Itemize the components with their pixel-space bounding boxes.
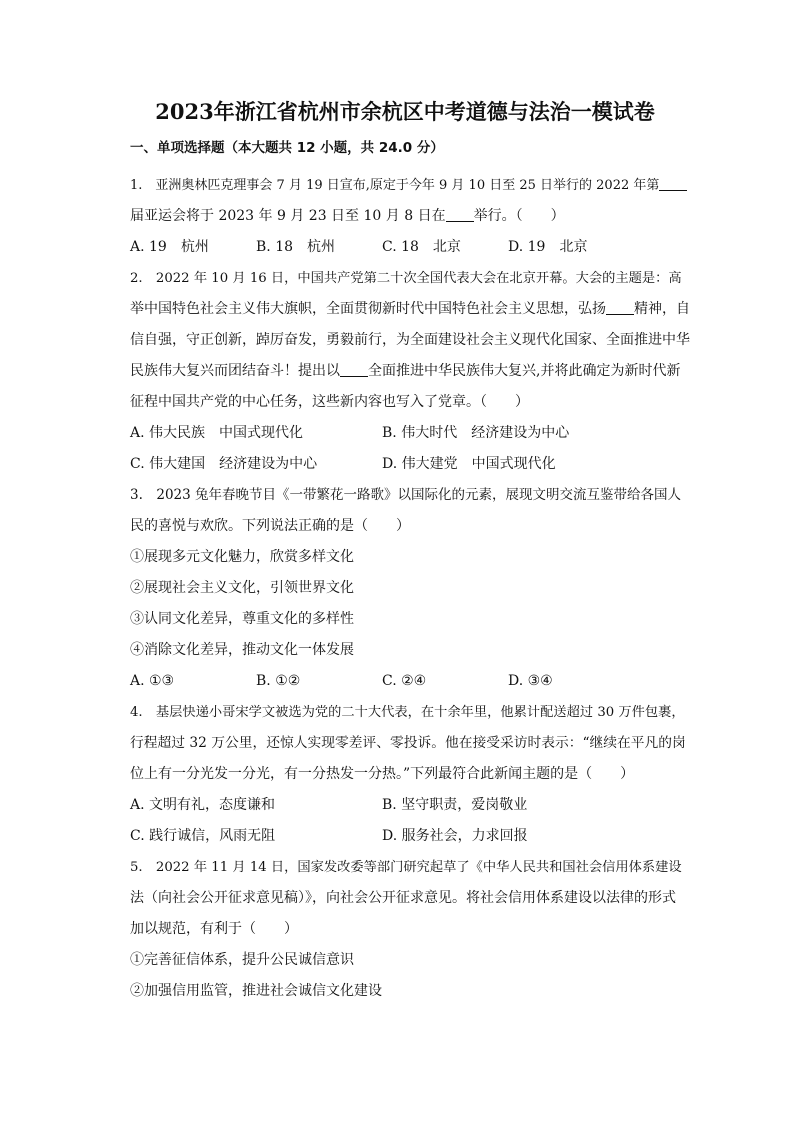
answer-blank [446, 207, 474, 222]
question-4 [130, 697, 690, 852]
option-c: C. 践行诚信，风雨无阻 [130, 828, 276, 844]
statement-item: ①展现多元文化魅力，欣赏多样文化 [130, 549, 354, 565]
question-text-line: 加以规范，有利于（ ） [130, 921, 298, 937]
option-a: A. 伟大民族 中国式现代化 [130, 425, 304, 441]
option-row [130, 418, 690, 449]
question-text-line: 4. 基层快递小哥宋学文被选为党的二十大代表，在十余年里，他累计配送超过 30 万件包裹， [130, 705, 685, 720]
option-c: C. 伟大建国 经济建设为中心 [130, 456, 318, 472]
option-d: D. 伟大建党 中国式现代化 [382, 456, 556, 472]
page-title: 2023年浙江省杭州市余杭区中考道德与法治一模试卷 [155, 99, 655, 124]
question-text-line: 行程超过 32 万公里，还惊人实现零差评、零投诉。他在接受采访时表示：“继续在平凡的岗 [130, 735, 686, 751]
question-text-line: 1. 亚洲奥林匹克理事会 7 月 19 日宣布,原定于今年 9 月 10 日至 25 日举行的 2022 年第 [130, 170, 690, 201]
question-text-line: 3. 2023 兔年春晚节目《一带繁花一路歌》以国际化的元素，展现文明交流互鉴带给各国人 [130, 487, 682, 503]
question-text-line: 2. 2022 年 10 月 16 日，中国共产党第二十次全国代表大会在北京开幕。大会的主题是：高 [130, 271, 682, 286]
option-a: A. ①③ [130, 673, 175, 689]
question-text-line: 法（向社会公开征求意见稿）》，向社会公开征求意见。将社会信用体系建设以法律的形式 [130, 890, 676, 906]
question-text-line: 征程中国共产党的中心任务，这些新内容也写入了党章。（ ） [130, 394, 529, 410]
option-row [130, 232, 690, 263]
question-3 [130, 480, 690, 697]
question-text-line: 届亚运会将于 2023 年 9 月 23 日至 10 月 8 日在 举行。（ ） [130, 208, 565, 224]
question-text-line: 民族伟大复兴而团结奋斗！提出以 全面推进中华民族伟大复兴,并将此确定为新时代新 [130, 363, 681, 379]
answer-blank [659, 176, 687, 191]
question-5 [130, 852, 690, 1007]
statement-item: ④消除文化差异，推动文化一体发展 [130, 642, 354, 658]
question-text-line: 民的喜悦与欢欣。下列说法正确的是（ ） [130, 518, 410, 534]
option-d: D. ③④ [508, 673, 553, 689]
option-c: C. 18 北京 [382, 239, 461, 255]
question-text-line: 5. 2022 年 11 月 14 日，国家发改委等部门研究起草了《中华人民共和国社会信用体系建设 [130, 860, 682, 875]
statement-item: ③认同文化差异，尊重文化的多样性 [130, 611, 354, 627]
option-d: D. 服务社会，力求回报 [382, 828, 528, 844]
question-2 [130, 263, 690, 480]
option-row [130, 449, 690, 480]
option-c: C. ②④ [382, 673, 427, 689]
option-a: A. 19 杭州 [130, 239, 209, 255]
option-b: B. ①② [256, 673, 301, 689]
question-text-line: 信自强，守正创新，踔厉奋发，勇毅前行，为全面建设社会主义现代化国家、全面推进中华 [130, 332, 690, 348]
option-b: B. 18 杭州 [256, 239, 336, 255]
option-a: A. 文明有礼，态度谦和 [130, 797, 276, 813]
answer-blank [606, 300, 634, 315]
answer-blank [340, 362, 368, 377]
option-row [130, 790, 690, 821]
statement-item: ②加强信用监管，推进社会诚信文化建设 [130, 983, 382, 999]
question-text-line: 位上有一分光发一分光，有一分热发一分热。”下列最符合此新闻主题的是（ ） [130, 766, 635, 782]
option-b: B. 伟大时代 经济建设为中心 [382, 425, 570, 441]
question-text-line: 举中国特色社会主义伟大旗帜，全面贯彻新时代中国特色社会主义思想，弘扬 精神，自 [130, 301, 690, 317]
question-1 [130, 170, 690, 263]
option-row [130, 666, 690, 697]
option-d: D. 19 北京 [508, 239, 588, 255]
section-heading: 一、单项选择题（本大题共 12 小题，共 24.0 分） [130, 140, 444, 156]
statement-item: ②展现社会主义文化，引领世界文化 [130, 580, 354, 596]
option-row [130, 821, 690, 852]
option-b: B. 坚守职责，爱岗敬业 [382, 797, 528, 813]
statement-item: ①完善征信体系，提升公民诚信意识 [130, 952, 354, 968]
